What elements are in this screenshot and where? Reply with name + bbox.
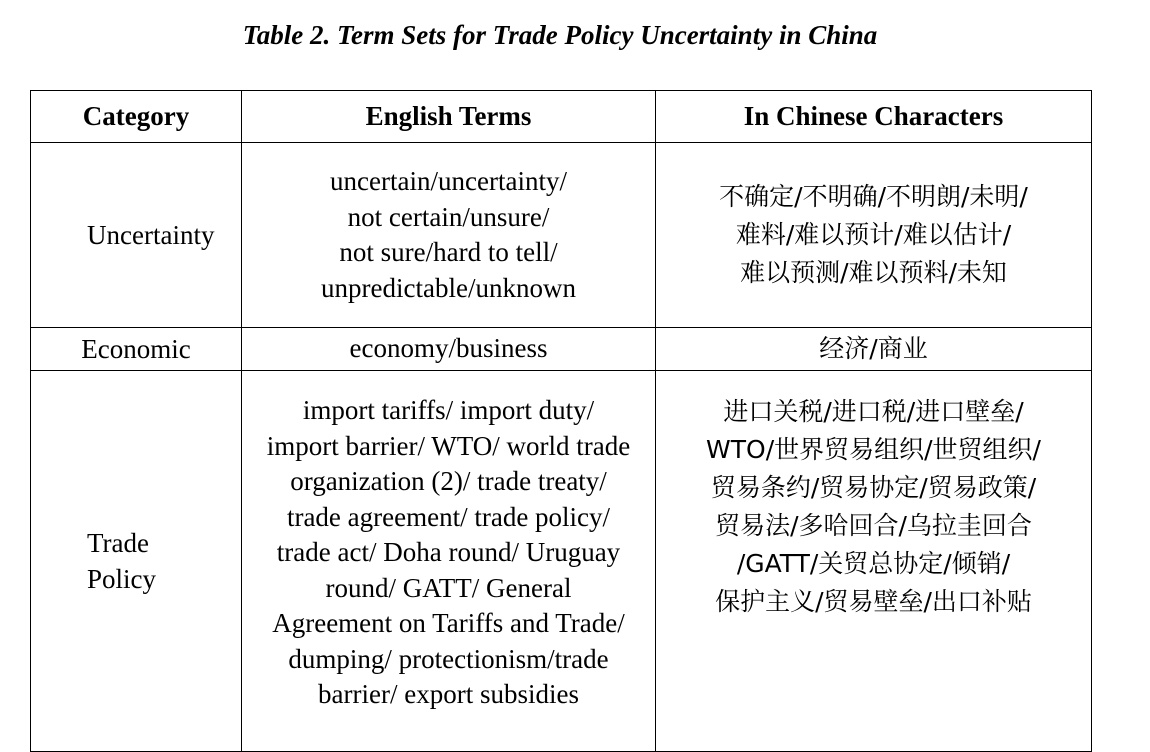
header-category: Category [31,91,242,143]
english-terms-cell [242,143,656,328]
chinese-term-line: 贸易法/多哈回合/乌拉圭回合 [715,511,1032,540]
english-term-line: trade act/ Doha round/ Uruguay [276,537,621,567]
category-cell [31,371,242,752]
chinese-term-line: 难料/难以预计/难以估计/ [735,220,1012,249]
english-term-line: dumping/ protectionism/trade [288,643,609,674]
chinese-term-line: 保护主义/贸易壁垒/出口补贴 [715,587,1032,616]
category-line: Policy [87,564,157,594]
english-term-line: barrier/ export subsidies [318,679,579,709]
header-english-terms: English Terms [242,91,656,143]
english-term-line: organization (2)/ trade treaty/ [290,466,607,496]
english-term-line: not certain/unsure/ [347,201,550,232]
table-row-trade-policy [31,371,1092,752]
table-row-uncertainty [31,143,1092,328]
table-caption: Table 2. Term Sets for Trade Policy Uncertainty in China [242,20,878,50]
header-chinese-characters: In Chinese Characters [656,91,1092,143]
table-row-economic [31,328,1092,371]
chinese-term-line: 难以预测/难以预料/未知 [740,258,1007,287]
english-terms-cell [242,371,656,752]
chinese-term-line: 经济/商业 [819,334,928,363]
english-term-line: not sure/hard to tell/ [339,237,558,267]
category-line: Trade [87,528,150,558]
english-terms-cell [242,328,656,371]
english-term-line: import barrier/ WTO/ world trade [266,430,631,461]
chinese-terms-cell [656,143,1092,328]
chinese-term-line: 进口关税/进口税/进口壁垒/ [723,397,1024,426]
english-term-line: unpredictable/unknown [321,272,576,303]
english-term-line: uncertain/uncertainty/ [330,166,567,196]
chinese-term-line: WTO/世界贸易组织/世贸组织/ [706,435,1041,464]
header-row [31,91,1092,143]
english-term-line: import tariffs/ import duty/ [302,395,595,425]
chinese-terms-cell [656,328,1092,371]
chinese-term-line: 贸易条约/贸易协定/贸易政策/ [710,473,1037,502]
chinese-term-line: 不确定/不明确/不明朗/未明/ [719,182,1028,211]
chinese-terms-cell [656,371,1092,752]
chinese-term-line: /GATT/关贸总协定/倾销/ [736,549,1011,578]
term-sets-table [30,90,1092,752]
category-cell: Uncertainty [31,143,242,328]
english-term-line: economy/business [349,333,548,364]
english-term-line: trade agreement/ trade policy/ [286,501,611,532]
english-term-line: round/ GATT/ General [325,572,572,603]
english-term-line: Agreement on Tariffs and Trade/ [272,608,625,638]
category-cell: Economic [31,328,242,371]
